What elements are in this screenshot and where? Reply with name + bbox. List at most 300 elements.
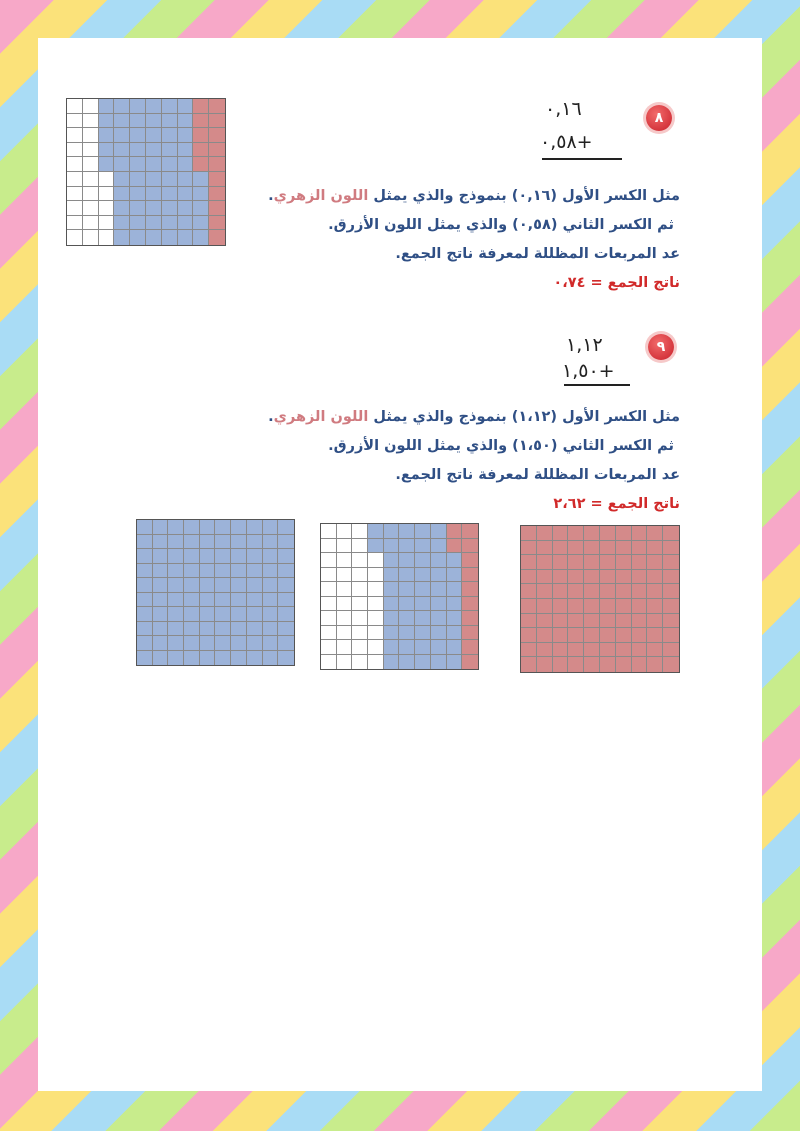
grid-cell-pink [632,599,648,614]
grid-cell-blue [184,564,200,579]
q8-instructions [40,182,680,298]
grid-cell-blue [130,143,146,158]
q8-addend-2: ٠,٥٨+ [540,131,593,153]
grid-cell-pink [616,643,632,658]
grid-cell-blue [168,520,184,535]
grid-cell-pink [462,640,478,655]
pink-color-label: اللون الزهري [273,188,369,204]
grid-cell-blue [130,128,146,143]
grid-cell-pink [600,555,616,570]
grid-cell-pink [616,599,632,614]
grid-cell-blue [200,607,216,622]
grid-cell-blue [200,578,216,593]
grid-cell-pink [521,599,537,614]
grid-cell-pink [600,643,616,658]
q8-line-1: مثل الكسر الأول (٠,١٦) بنموذج والذي يمثل اللون الزهري. [268,188,680,204]
question-number-badge-8: ٨ [646,105,672,131]
grid-cell-pink [647,643,663,658]
grid-cell-pink [553,584,569,599]
grid-cell-empty [337,626,353,641]
grid-cell-blue [263,651,279,666]
grid-cell-empty [83,99,99,114]
grid-cell-pink [462,597,478,612]
grid-cell-blue [99,128,115,143]
grid-cell-empty [321,626,337,641]
hundred-grid-q9-middle [320,523,479,670]
grid-cell-pink [600,584,616,599]
grid-cell-pink [616,570,632,585]
grid-cell-blue [263,549,279,564]
grid-cell-pink [568,628,584,643]
grid-cell-blue [447,582,463,597]
grid-cell-blue [146,143,162,158]
hundred-grid-q9-left [136,519,295,666]
plus-sign: + [598,360,615,382]
grid-cell-blue [447,626,463,641]
grid-cell-blue [184,535,200,550]
grid-cell-pink [600,614,616,629]
plus-sign: + [576,131,593,153]
grid-cell-blue [415,626,431,641]
grid-cell-blue [399,655,415,670]
grid-cell-blue [431,597,447,612]
grid-cell-empty [337,553,353,568]
grid-cell-blue [278,651,294,666]
grid-cell-pink [616,584,632,599]
grid-cell-pink [632,643,648,658]
grid-cell-pink [209,114,225,129]
grid-cell-empty [321,611,337,626]
grid-cell-blue [278,636,294,651]
grid-cell-blue [399,597,415,612]
grid-cell-pink [521,570,537,585]
grid-cell-pink [553,657,569,672]
grid-cell-pink [462,553,478,568]
grid-cell-pink [584,657,600,672]
grid-cell-pink [584,614,600,629]
grid-cell-empty [352,568,368,583]
grid-cell-pink [521,643,537,658]
grid-cell-blue [447,568,463,583]
grid-cell-blue [399,582,415,597]
grid-cell-blue [168,535,184,550]
grid-cell-blue [247,549,263,564]
grid-cell-blue [178,157,194,172]
grid-cell-pink [568,643,584,658]
grid-cell-pink [600,628,616,643]
grid-cell-blue [231,607,247,622]
grid-cell-pink [209,143,225,158]
grid-cell-blue [415,539,431,554]
grid-cell-pink [553,570,569,585]
grid-cell-pink [209,128,225,143]
grid-cell-blue [415,611,431,626]
grid-cell-blue [178,128,194,143]
grid-cell-blue [153,636,169,651]
grid-cell-empty [368,553,384,568]
grid-cell-blue [447,655,463,670]
grid-cell-pink [647,614,663,629]
grid-cell-blue [153,564,169,579]
grid-cell-pink [616,526,632,541]
grid-cell-empty [352,553,368,568]
q9-line-2: ثم الكسر الثاني (١،٥٠) والذي يمثل اللون الأزرق. [328,438,674,454]
grid-cell-pink [663,555,679,570]
grid-cell-blue [184,622,200,637]
grid-cell-blue [200,564,216,579]
grid-cell-blue [184,593,200,608]
grid-cell-blue [415,524,431,539]
grid-cell-pink [632,628,648,643]
grid-cell-pink [521,628,537,643]
grid-cell-blue [99,99,115,114]
grid-cell-blue [384,582,400,597]
grid-cell-pink [616,628,632,643]
grid-cell-blue [399,524,415,539]
grid-cell-pink [568,614,584,629]
grid-cell-blue [447,611,463,626]
grid-cell-blue [384,553,400,568]
grid-cell-blue [137,622,153,637]
grid-cell-pink [537,584,553,599]
grid-cell-pink [663,570,679,585]
grid-cell-pink [647,541,663,556]
grid-cell-pink [462,568,478,583]
grid-cell-empty [83,128,99,143]
grid-cell-blue [146,157,162,172]
grid-cell-blue [168,578,184,593]
grid-cell-empty [83,143,99,158]
grid-cell-blue [399,626,415,641]
q9-instructions [40,403,680,519]
grid-cell-pink [647,570,663,585]
grid-cell-pink [663,526,679,541]
grid-cell-blue [168,549,184,564]
grid-cell-blue [153,535,169,550]
grid-cell-blue [137,593,153,608]
grid-cell-pink [584,584,600,599]
grid-cell-pink [663,584,679,599]
grid-cell-blue [431,655,447,670]
q8-result: ناتج الجمع = ٠،٧٤ [553,275,680,291]
grid-cell-empty [368,611,384,626]
grid-cell-blue [231,549,247,564]
grid-cell-blue [200,593,216,608]
grid-cell-pink [663,614,679,629]
grid-cell-blue [200,636,216,651]
grid-cell-empty [368,568,384,583]
grid-cell-blue [146,114,162,129]
grid-cell-blue [415,582,431,597]
grid-cell-pink [584,599,600,614]
grid-cell-blue [231,622,247,637]
grid-cell-blue [153,578,169,593]
grid-cell-blue [137,564,153,579]
grid-cell-blue [146,128,162,143]
grid-cell-blue [99,157,115,172]
q8-line-2: ثم الكسر الثاني (٠,٥٨) والذي يمثل اللون الأزرق. [328,217,674,233]
grid-cell-pink [632,657,648,672]
grid-cell-blue [368,539,384,554]
grid-cell-pink [647,555,663,570]
grid-cell-pink [632,584,648,599]
grid-cell-pink [193,128,209,143]
grid-cell-blue [431,539,447,554]
grid-cell-blue [384,626,400,641]
grid-cell-blue [215,636,231,651]
grid-cell-pink [632,526,648,541]
grid-cell-empty [83,157,99,172]
grid-cell-blue [415,640,431,655]
grid-cell-blue [184,607,200,622]
grid-cell-empty [337,568,353,583]
grid-cell-pink [647,628,663,643]
grid-cell-pink [209,99,225,114]
grid-cell-pink [600,599,616,614]
grid-cell-blue [247,520,263,535]
grid-cell-blue [184,578,200,593]
grid-cell-blue [200,535,216,550]
grid-cell-blue [153,651,169,666]
grid-cell-blue [168,622,184,637]
grid-cell-blue [178,114,194,129]
grid-cell-blue [162,157,178,172]
grid-cell-pink [584,628,600,643]
grid-cell-blue [200,651,216,666]
grid-cell-pink [537,628,553,643]
grid-cell-blue [415,655,431,670]
q9-line-1: مثل الكسر الأول (١،١٢) بنموذج والذي يمثل اللون الزهري. [268,409,680,425]
grid-cell-pink [521,657,537,672]
grid-cell-pink [663,657,679,672]
grid-cell-blue [184,520,200,535]
grid-cell-blue [263,636,279,651]
pink-color-label: اللون الزهري [273,409,369,425]
grid-cell-blue [153,549,169,564]
grid-cell-pink [537,657,553,672]
grid-cell-pink [209,157,225,172]
grid-cell-empty [67,128,83,143]
grid-cell-empty [321,597,337,612]
grid-cell-empty [67,99,83,114]
grid-cell-pink [537,555,553,570]
q8-sum-line [542,158,622,160]
hundred-grid-q9-right [520,525,680,673]
grid-cell-blue [137,607,153,622]
grid-cell-blue [431,582,447,597]
grid-cell-blue [278,564,294,579]
grid-cell-pink [632,555,648,570]
grid-cell-blue [399,539,415,554]
grid-cell-pink [568,657,584,672]
grid-cell-blue [162,99,178,114]
grid-cell-blue [399,553,415,568]
grid-cell-blue [247,636,263,651]
grid-cell-blue [215,651,231,666]
grid-cell-blue [200,520,216,535]
grid-cell-blue [184,651,200,666]
grid-cell-empty [368,597,384,612]
grid-cell-pink [537,526,553,541]
grid-cell-blue [247,607,263,622]
grid-cell-pink [584,526,600,541]
grid-cell-blue [137,520,153,535]
grid-cell-blue [415,597,431,612]
grid-cell-blue [130,114,146,129]
grid-cell-empty [337,524,353,539]
grid-cell-empty [352,655,368,670]
grid-cell-pink [537,614,553,629]
grid-cell-blue [247,593,263,608]
grid-cell-pink [568,555,584,570]
grid-cell-blue [384,597,400,612]
grid-cell-blue [231,636,247,651]
grid-cell-pink [568,526,584,541]
grid-cell-empty [352,626,368,641]
grid-cell-blue [431,640,447,655]
grid-cell-blue [247,535,263,550]
grid-cell-blue [114,99,130,114]
grid-cell-pink [447,539,463,554]
grid-cell-empty [352,539,368,554]
grid-cell-pink [616,657,632,672]
grid-cell-blue [137,651,153,666]
grid-cell-blue [215,520,231,535]
grid-cell-blue [168,593,184,608]
grid-cell-blue [415,553,431,568]
grid-cell-blue [431,553,447,568]
grid-cell-blue [215,564,231,579]
grid-cell-pink [584,570,600,585]
grid-cell-blue [278,549,294,564]
grid-cell-empty [337,640,353,655]
grid-cell-blue [263,593,279,608]
grid-cell-blue [431,568,447,583]
grid-cell-empty [321,582,337,597]
grid-cell-pink [584,555,600,570]
grid-cell-empty [337,582,353,597]
grid-cell-blue [137,535,153,550]
grid-cell-blue [168,607,184,622]
grid-cell-blue [384,640,400,655]
grid-cell-pink [462,582,478,597]
grid-cell-blue [99,114,115,129]
grid-cell-empty [321,539,337,554]
grid-cell-blue [153,622,169,637]
grid-cell-pink [462,539,478,554]
grid-cell-pink [521,614,537,629]
grid-cell-empty [67,157,83,172]
grid-cell-pink [663,599,679,614]
grid-cell-empty [321,553,337,568]
grid-cell-blue [153,607,169,622]
grid-cell-blue [263,535,279,550]
q9-addend-1: ١,١٢ [566,334,603,356]
grid-cell-blue [447,640,463,655]
grid-cell-blue [263,622,279,637]
grid-cell-empty [352,611,368,626]
grid-cell-blue [263,520,279,535]
grid-cell-pink [462,611,478,626]
grid-cell-empty [321,640,337,655]
grid-cell-pink [521,541,537,556]
grid-cell-blue [278,622,294,637]
grid-cell-pink [568,570,584,585]
grid-cell-blue [278,520,294,535]
grid-cell-blue [278,578,294,593]
grid-cell-blue [153,593,169,608]
grid-cell-blue [247,622,263,637]
grid-cell-blue [130,99,146,114]
grid-cell-pink [521,555,537,570]
grid-cell-pink [462,626,478,641]
grid-cell-blue [247,578,263,593]
grid-cell-pink [553,526,569,541]
grid-cell-pink [521,584,537,599]
grid-cell-empty [368,640,384,655]
grid-cell-pink [600,657,616,672]
grid-cell-blue [384,524,400,539]
grid-cell-blue [278,593,294,608]
grid-cell-pink [537,541,553,556]
grid-cell-blue [447,597,463,612]
grid-cell-pink [584,643,600,658]
grid-cell-pink [663,541,679,556]
grid-cell-blue [168,564,184,579]
grid-cell-blue [231,520,247,535]
grid-cell-pink [193,99,209,114]
grid-cell-blue [231,578,247,593]
grid-cell-blue [368,524,384,539]
grid-cell-empty [368,626,384,641]
grid-cell-blue [231,593,247,608]
grid-cell-blue [162,143,178,158]
grid-cell-empty [321,655,337,670]
grid-cell-blue [215,622,231,637]
grid-cell-pink [616,541,632,556]
grid-cell-pink [647,584,663,599]
grid-cell-blue [137,636,153,651]
grid-cell-blue [263,564,279,579]
grid-cell-blue [168,636,184,651]
grid-cell-empty [368,655,384,670]
grid-cell-empty [337,539,353,554]
q9-line-3: عد المربعات المظللة لمعرفة ناتج الجمع. [395,467,680,483]
grid-cell-pink [568,541,584,556]
grid-cell-blue [399,568,415,583]
grid-cell-blue [447,553,463,568]
grid-cell-blue [384,539,400,554]
grid-cell-pink [632,614,648,629]
grid-cell-blue [99,143,115,158]
grid-cell-pink [584,541,600,556]
grid-cell-empty [352,597,368,612]
grid-cell-pink [553,643,569,658]
grid-cell-pink [553,628,569,643]
grid-cell-pink [647,599,663,614]
grid-cell-blue [153,520,169,535]
grid-cell-blue [399,640,415,655]
grid-cell-pink [537,643,553,658]
grid-cell-pink [537,570,553,585]
grid-cell-empty [368,582,384,597]
grid-cell-empty [337,597,353,612]
grid-cell-blue [178,99,194,114]
grid-cell-pink [447,524,463,539]
grid-cell-pink [616,614,632,629]
grid-cell-empty [337,611,353,626]
grid-cell-blue [215,535,231,550]
